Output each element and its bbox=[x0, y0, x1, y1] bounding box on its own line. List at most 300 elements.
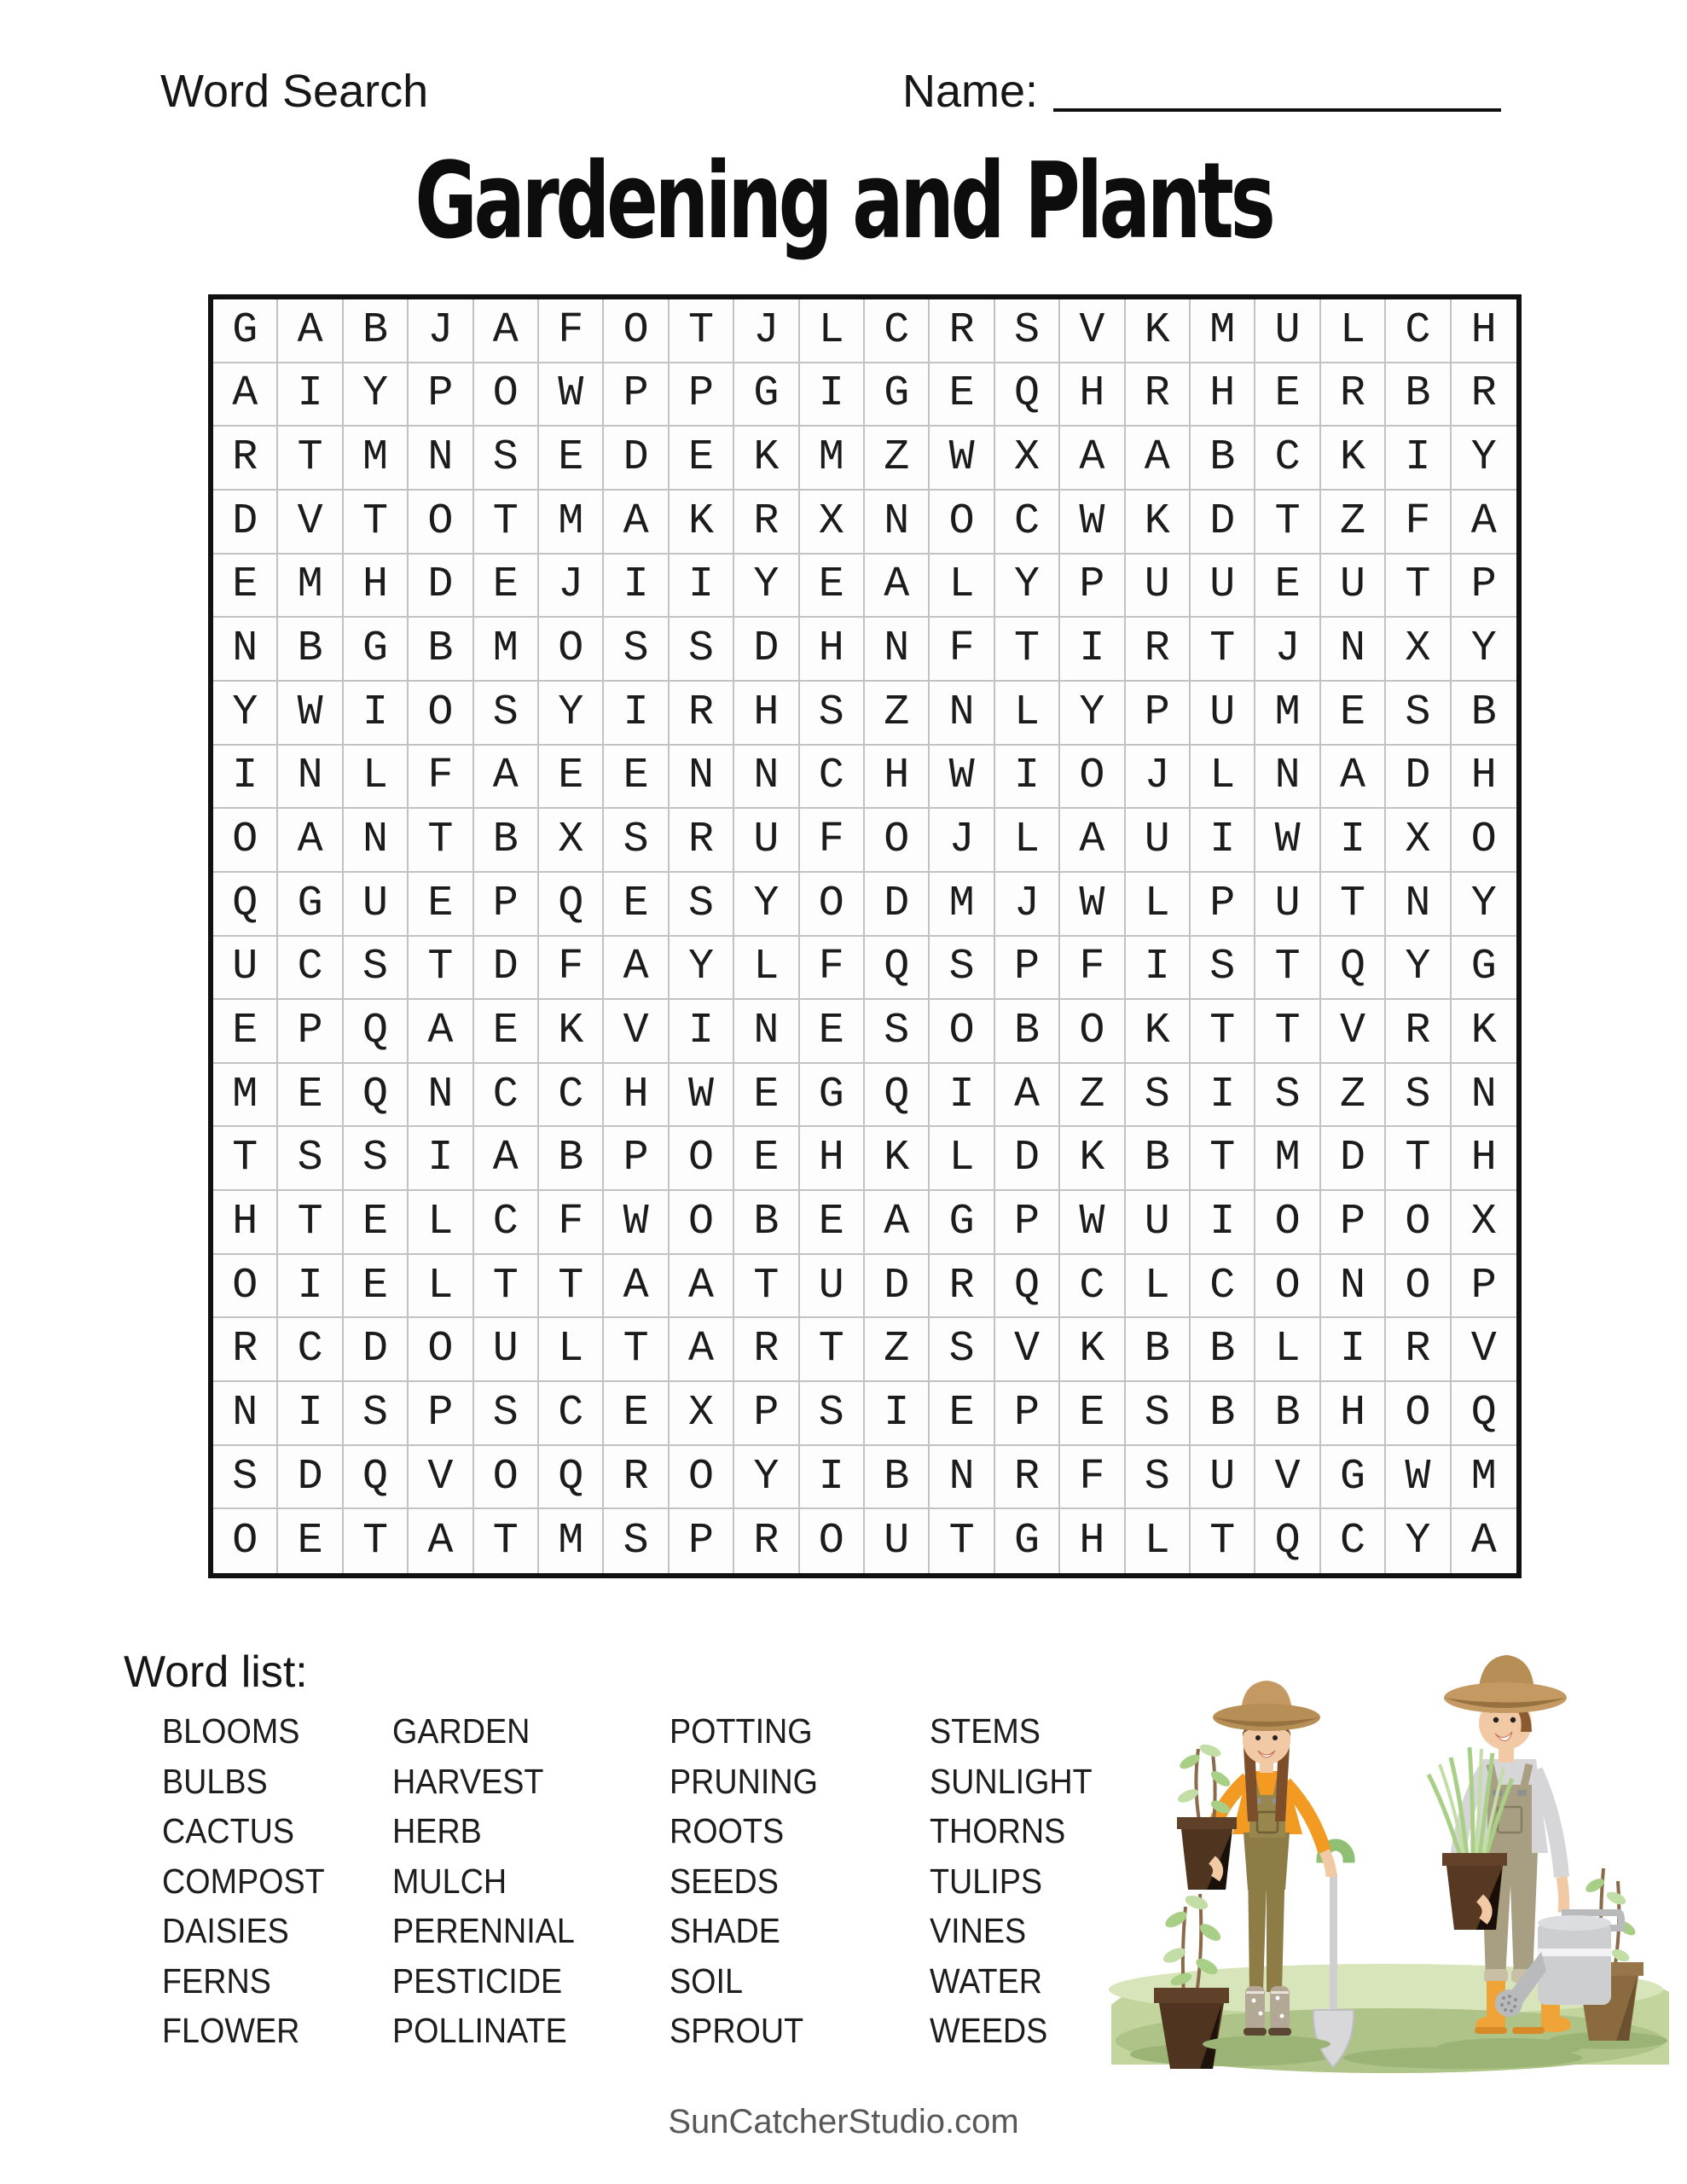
grid-cell: V bbox=[278, 491, 343, 555]
grid-cell: L bbox=[1321, 299, 1386, 363]
grid-cell: R bbox=[1386, 1318, 1451, 1382]
grid-cell: A bbox=[670, 1255, 734, 1319]
grid-cell: F bbox=[539, 299, 604, 363]
grid-cell: A bbox=[865, 555, 930, 619]
grid-cell: N bbox=[1452, 1064, 1516, 1128]
grid-cell: M bbox=[1255, 682, 1320, 746]
grid-cell: I bbox=[1060, 618, 1125, 682]
name-field bbox=[902, 67, 1501, 117]
grid-cell: N bbox=[865, 618, 930, 682]
grid-cell: S bbox=[1255, 1064, 1320, 1128]
grid-cell: X bbox=[539, 809, 604, 873]
grid-cell: P bbox=[734, 1382, 799, 1446]
grid-cell: P bbox=[604, 363, 669, 427]
grid-cell: N bbox=[734, 1000, 799, 1064]
grid-cell: F bbox=[930, 618, 994, 682]
grid-cell: G bbox=[734, 363, 799, 427]
grid-cell: D bbox=[278, 1446, 343, 1510]
grid-cell: I bbox=[800, 1446, 865, 1510]
grid-cell: E bbox=[344, 1191, 409, 1255]
grid-cell: X bbox=[1386, 618, 1451, 682]
grid-cell: I bbox=[278, 1255, 343, 1319]
grid-cell: O bbox=[1255, 1255, 1320, 1319]
grid-cell: S bbox=[344, 1127, 409, 1191]
grid-cell: N bbox=[1386, 873, 1451, 937]
grid-cell: F bbox=[1386, 491, 1451, 555]
grid-cell: L bbox=[995, 809, 1060, 873]
grid-cell: L bbox=[1191, 746, 1255, 810]
grid-cell: J bbox=[1255, 618, 1320, 682]
grid-cell: H bbox=[800, 618, 865, 682]
grid-cell: O bbox=[1060, 1000, 1125, 1064]
grid-cell: T bbox=[539, 1255, 604, 1319]
grid-cell: A bbox=[278, 299, 343, 363]
grid-cell: S bbox=[474, 1382, 539, 1446]
grid-cell: T bbox=[1255, 937, 1320, 1001]
grid-cell: T bbox=[995, 618, 1060, 682]
grid-cell: T bbox=[474, 491, 539, 555]
grid-cell: B bbox=[1255, 1382, 1320, 1446]
grid-cell: T bbox=[1386, 555, 1451, 619]
grid-cell: I bbox=[1386, 427, 1451, 491]
grid-cell: T bbox=[1255, 1000, 1320, 1064]
grid-cell: E bbox=[800, 1000, 865, 1064]
grid-cell: P bbox=[1321, 1191, 1386, 1255]
grid-cell: A bbox=[1452, 491, 1516, 555]
word-list-item: SPROUT bbox=[670, 2011, 804, 2050]
grid-cell: M bbox=[930, 873, 994, 937]
grid-cell: C bbox=[539, 1382, 604, 1446]
grid-cell: Q bbox=[344, 1446, 409, 1510]
grid-cell: U bbox=[344, 873, 409, 937]
word-list-item: CACTUS bbox=[162, 1811, 295, 1850]
grid-cell: G bbox=[278, 873, 343, 937]
grid-cell: E bbox=[800, 555, 865, 619]
grid-cell: R bbox=[734, 1509, 799, 1573]
grid-cell: B bbox=[1452, 682, 1516, 746]
grid-cell: G bbox=[1321, 1446, 1386, 1510]
grid-cell: W bbox=[930, 427, 994, 491]
grid-cell: J bbox=[734, 299, 799, 363]
woman-hat bbox=[1213, 1681, 1320, 1731]
grid-cell: N bbox=[1321, 1255, 1386, 1319]
grid-cell: R bbox=[734, 491, 799, 555]
grid-cell: H bbox=[213, 1191, 278, 1255]
grid-cell: C bbox=[995, 491, 1060, 555]
grid-cell: O bbox=[1060, 746, 1125, 810]
grid-cell: D bbox=[995, 1127, 1060, 1191]
grid-cell: J bbox=[539, 555, 604, 619]
grid-cell: C bbox=[800, 746, 865, 810]
grid-cell: S bbox=[1126, 1064, 1191, 1128]
grid-cell: E bbox=[604, 1382, 669, 1446]
grid-cell: O bbox=[930, 491, 994, 555]
grid-cell: A bbox=[670, 1318, 734, 1382]
grid-cell: D bbox=[734, 618, 799, 682]
grid-cell: R bbox=[213, 1318, 278, 1382]
grid-cell: R bbox=[995, 1446, 1060, 1510]
name-blank-line bbox=[1053, 108, 1501, 112]
grid-cell: F bbox=[800, 809, 865, 873]
grid-cell: S bbox=[1386, 682, 1451, 746]
name-label: Name: bbox=[902, 66, 1039, 117]
grid-cell: Y bbox=[670, 937, 734, 1001]
grid-cell: N bbox=[930, 682, 994, 746]
grid-cell: I bbox=[670, 555, 734, 619]
man-hat bbox=[1444, 1655, 1567, 1713]
grid-cell: A bbox=[604, 937, 669, 1001]
grid-cell: G bbox=[995, 1509, 1060, 1573]
grid-cell: C bbox=[474, 1191, 539, 1255]
grid-cell: U bbox=[1126, 1191, 1191, 1255]
grid-cell: H bbox=[1321, 1382, 1386, 1446]
grid-cell: B bbox=[1126, 1318, 1191, 1382]
grid-cell: N bbox=[213, 618, 278, 682]
word-list-item: BULBS bbox=[162, 1761, 268, 1801]
grid-cell: L bbox=[1126, 873, 1191, 937]
grid-cell: C bbox=[1191, 1255, 1255, 1319]
grid-cell: P bbox=[409, 363, 473, 427]
grid-cell: S bbox=[344, 1382, 409, 1446]
grid-cell: I bbox=[278, 363, 343, 427]
grid-cell: E bbox=[278, 1064, 343, 1128]
grid-cell: U bbox=[213, 937, 278, 1001]
grid-cell: D bbox=[1191, 491, 1255, 555]
grid-cell: I bbox=[1126, 937, 1191, 1001]
grid-cell: L bbox=[930, 555, 994, 619]
grid-cell: Y bbox=[1452, 427, 1516, 491]
grid-cell: I bbox=[213, 746, 278, 810]
grid-cell: E bbox=[1255, 555, 1320, 619]
grid-cell: I bbox=[995, 746, 1060, 810]
grid-cell: O bbox=[474, 1446, 539, 1510]
grid-cell: E bbox=[409, 873, 473, 937]
grid-cell: W bbox=[930, 746, 994, 810]
grid-cell: C bbox=[1321, 1509, 1386, 1573]
grid-cell: C bbox=[278, 1318, 343, 1382]
grid-cell: F bbox=[1060, 1446, 1125, 1510]
word-list-item: VINES bbox=[930, 1911, 1027, 1950]
grid-cell: D bbox=[474, 937, 539, 1001]
grid-cell: V bbox=[409, 1446, 473, 1510]
grid-cell: E bbox=[213, 555, 278, 619]
grid-cell: X bbox=[1452, 1191, 1516, 1255]
grid-cell: U bbox=[1321, 555, 1386, 619]
grid-cell: S bbox=[670, 873, 734, 937]
grid-cell: X bbox=[670, 1382, 734, 1446]
grid-cell: O bbox=[670, 1446, 734, 1510]
grid-cell: B bbox=[1191, 427, 1255, 491]
grid-cell: H bbox=[604, 1064, 669, 1128]
grid-cell: S bbox=[930, 1318, 994, 1382]
grid-cell: T bbox=[1386, 1127, 1451, 1191]
grid-cell: A bbox=[604, 1255, 669, 1319]
grid-cell: A bbox=[474, 299, 539, 363]
grid-cell: D bbox=[213, 491, 278, 555]
grid-cell: K bbox=[670, 491, 734, 555]
grid-cell: A bbox=[995, 1064, 1060, 1128]
grid-cell: Y bbox=[1452, 873, 1516, 937]
grid-cell: D bbox=[344, 1318, 409, 1382]
grid-cell: A bbox=[1321, 746, 1386, 810]
grid-cell: N bbox=[930, 1446, 994, 1510]
grid-cell: H bbox=[1452, 299, 1516, 363]
grid-cell: J bbox=[995, 873, 1060, 937]
grid-cell: V bbox=[1060, 299, 1125, 363]
grid-cell: O bbox=[213, 809, 278, 873]
grid-cell: O bbox=[213, 1509, 278, 1573]
grid-cell: E bbox=[213, 1000, 278, 1064]
grid-cell: M bbox=[474, 618, 539, 682]
grid-cell: O bbox=[800, 1509, 865, 1573]
grid-cell: E bbox=[1321, 682, 1386, 746]
grid-cell: W bbox=[604, 1191, 669, 1255]
grid-cell: Z bbox=[865, 427, 930, 491]
grid-cell: I bbox=[1191, 1191, 1255, 1255]
grid-cell: R bbox=[930, 299, 994, 363]
grid-cell: U bbox=[1191, 682, 1255, 746]
grid-cell: N bbox=[278, 746, 343, 810]
word-list-column bbox=[670, 1711, 930, 2061]
grid-cell: M bbox=[539, 1509, 604, 1573]
grid-cell: R bbox=[1452, 363, 1516, 427]
grid-cell: P bbox=[474, 873, 539, 937]
grid-cell: S bbox=[930, 937, 994, 1001]
grid-cell: P bbox=[995, 1382, 1060, 1446]
grid-cell: P bbox=[604, 1127, 669, 1191]
word-list-item: TULIPS bbox=[930, 1861, 1043, 1901]
grid-cell: L bbox=[1255, 1318, 1320, 1382]
grid-cell: Y bbox=[344, 363, 409, 427]
grid-cell: K bbox=[865, 1127, 930, 1191]
grid-cell: T bbox=[278, 1191, 343, 1255]
grid-cell: F bbox=[539, 1191, 604, 1255]
grid-cell: Q bbox=[995, 363, 1060, 427]
footer-site: SunCatcherStudio.com bbox=[668, 2103, 1019, 2140]
grid-cell: B bbox=[539, 1127, 604, 1191]
grid-cell: R bbox=[670, 809, 734, 873]
grid-cell: O bbox=[539, 618, 604, 682]
grid-cell: S bbox=[474, 427, 539, 491]
grid-cell: U bbox=[1191, 1446, 1255, 1510]
word-list-item: FERNS bbox=[162, 1960, 271, 2001]
grid-cell: U bbox=[1255, 299, 1320, 363]
grid-cell: C bbox=[1255, 427, 1320, 491]
grid-cell: M bbox=[344, 427, 409, 491]
word-list-item: PRUNING bbox=[670, 1761, 818, 1801]
word-list-item: FLOWER bbox=[162, 2011, 300, 2050]
grid-cell: B bbox=[344, 299, 409, 363]
grid-cell: O bbox=[409, 682, 473, 746]
word-list-item: DAISIES bbox=[162, 1911, 289, 1950]
grid-cell: W bbox=[539, 363, 604, 427]
grid-cell: U bbox=[474, 1318, 539, 1382]
word-list-item: SEEDS bbox=[670, 1861, 779, 1901]
grid-cell: H bbox=[1452, 1127, 1516, 1191]
grid-cell: P bbox=[670, 363, 734, 427]
grid-cell: D bbox=[409, 555, 473, 619]
grid-cell: P bbox=[1060, 555, 1125, 619]
grid-cell: H bbox=[734, 682, 799, 746]
grid-cell: E bbox=[1060, 1382, 1125, 1446]
grid-cell: E bbox=[604, 746, 669, 810]
grid-cell: L bbox=[995, 682, 1060, 746]
grid-cell: B bbox=[278, 618, 343, 682]
grid-cell: W bbox=[1060, 873, 1125, 937]
grid-cell: U bbox=[1126, 809, 1191, 873]
grid-cell: T bbox=[474, 1255, 539, 1319]
grid-cell: I bbox=[604, 682, 669, 746]
grid-cell: I bbox=[1191, 809, 1255, 873]
grid-cell: J bbox=[930, 809, 994, 873]
word-list-item: THORNS bbox=[930, 1811, 1066, 1850]
grid-cell: C bbox=[1060, 1255, 1125, 1319]
grid-cell: S bbox=[995, 299, 1060, 363]
grid-cell: A bbox=[409, 1509, 473, 1573]
grid-cell: Q bbox=[213, 873, 278, 937]
grid-cell: G bbox=[344, 618, 409, 682]
grid-cell: Y bbox=[734, 555, 799, 619]
grid-cell: E bbox=[604, 873, 669, 937]
grid-cell: K bbox=[1321, 427, 1386, 491]
grid-cell: H bbox=[1452, 746, 1516, 810]
grid-cell: A bbox=[1060, 809, 1125, 873]
grid-cell: S bbox=[604, 1509, 669, 1573]
grid-cell: A bbox=[1452, 1509, 1516, 1573]
grid-cell: L bbox=[1126, 1509, 1191, 1573]
grid-cell: W bbox=[278, 682, 343, 746]
grid-cell: T bbox=[1191, 1000, 1255, 1064]
grid-cell: T bbox=[278, 427, 343, 491]
word-list-item: ROOTS bbox=[670, 1811, 785, 1850]
grid-cell: I bbox=[1191, 1064, 1255, 1128]
grid-cell: I bbox=[409, 1127, 473, 1191]
grid-cell: V bbox=[1452, 1318, 1516, 1382]
grid-cell: E bbox=[474, 555, 539, 619]
grid-cell: F bbox=[409, 746, 473, 810]
word-list-item: SUNLIGHT bbox=[930, 1761, 1093, 1801]
grid-cell: L bbox=[800, 299, 865, 363]
letter-grid bbox=[208, 294, 1522, 1578]
grid-cell: Q bbox=[344, 1000, 409, 1064]
grid-cell: R bbox=[1386, 1000, 1451, 1064]
grid-cell: T bbox=[474, 1509, 539, 1573]
grid-cell: H bbox=[800, 1127, 865, 1191]
grid-cell: B bbox=[1191, 1382, 1255, 1446]
grid-cell: O bbox=[670, 1127, 734, 1191]
grid-cell: Z bbox=[865, 682, 930, 746]
grid-cell: G bbox=[865, 363, 930, 427]
word-list-item: COMPOST bbox=[162, 1861, 325, 1901]
grid-cell: S bbox=[344, 937, 409, 1001]
grid-cell: B bbox=[409, 618, 473, 682]
grid-cell: G bbox=[1452, 937, 1516, 1001]
grid-cell: Y bbox=[1060, 682, 1125, 746]
word-list-item: POTTING bbox=[670, 1711, 813, 1751]
grid-cell: S bbox=[1126, 1446, 1191, 1510]
word-list-item: WATER bbox=[930, 1960, 1043, 2001]
grid-cell: Z bbox=[1321, 491, 1386, 555]
grid-cell: S bbox=[800, 682, 865, 746]
grid-cell: H bbox=[1191, 363, 1255, 427]
grid-cell: O bbox=[670, 1191, 734, 1255]
grid-cell: K bbox=[539, 1000, 604, 1064]
grid-cell: E bbox=[734, 1064, 799, 1128]
grid-cell: O bbox=[1386, 1382, 1451, 1446]
word-list-item: POLLINATE bbox=[392, 2011, 567, 2050]
grid-cell: S bbox=[604, 618, 669, 682]
grid-cell: O bbox=[1386, 1191, 1451, 1255]
grid-cell: G bbox=[213, 299, 278, 363]
grid-cell: O bbox=[409, 1318, 473, 1382]
grid-cell: B bbox=[1126, 1127, 1191, 1191]
grid-cell: D bbox=[1386, 746, 1451, 810]
grid-cell: K bbox=[1060, 1127, 1125, 1191]
word-list-label: Word list: bbox=[124, 1647, 308, 1697]
grid-cell: N bbox=[734, 746, 799, 810]
grid-cell: Q bbox=[865, 1064, 930, 1128]
word-list-item: WEEDS bbox=[930, 2011, 1048, 2050]
grid-cell: F bbox=[539, 937, 604, 1001]
grid-cell: O bbox=[474, 363, 539, 427]
grid-cell: Y bbox=[1386, 1509, 1451, 1573]
grid-cell: A bbox=[604, 491, 669, 555]
grid-cell: U bbox=[1255, 873, 1320, 937]
grid-cell: K bbox=[1126, 299, 1191, 363]
grid-cell: K bbox=[1126, 491, 1191, 555]
grid-cell: P bbox=[670, 1509, 734, 1573]
grid-cell: T bbox=[670, 299, 734, 363]
grid-cell: R bbox=[1126, 363, 1191, 427]
grid-cell: H bbox=[865, 746, 930, 810]
gardeners-illustration bbox=[1104, 1604, 1676, 2073]
grid-cell: A bbox=[474, 746, 539, 810]
grid-cell: W bbox=[1060, 491, 1125, 555]
grid-cell: A bbox=[474, 1127, 539, 1191]
word-list-item: MULCH bbox=[392, 1861, 507, 1901]
grid-cell: G bbox=[930, 1191, 994, 1255]
grid-cell: T bbox=[213, 1127, 278, 1191]
grid-cell: T bbox=[409, 937, 473, 1001]
grid-cell: Y bbox=[1452, 618, 1516, 682]
grid-cell: S bbox=[865, 1000, 930, 1064]
grid-cell: N bbox=[1255, 746, 1320, 810]
grid-cell: W bbox=[1255, 809, 1320, 873]
grid-cell: N bbox=[1321, 618, 1386, 682]
grid-cell: N bbox=[670, 746, 734, 810]
grid-cell: W bbox=[1060, 1191, 1125, 1255]
grid-cell: S bbox=[604, 809, 669, 873]
grid-cell: G bbox=[800, 1064, 865, 1128]
grid-cell: I bbox=[278, 1382, 343, 1446]
grid-cell: E bbox=[930, 1382, 994, 1446]
grid-cell: T bbox=[344, 1509, 409, 1573]
grid-cell: T bbox=[1191, 618, 1255, 682]
word-list-column bbox=[392, 1711, 670, 2061]
grid-cell: M bbox=[539, 491, 604, 555]
grid-cell: A bbox=[409, 1000, 473, 1064]
grid-cell: N bbox=[344, 809, 409, 873]
grid-cell: N bbox=[409, 427, 473, 491]
grid-cell: T bbox=[930, 1509, 994, 1573]
grid-cell: F bbox=[1060, 937, 1125, 1001]
grid-cell: I bbox=[930, 1064, 994, 1128]
grid-cell: T bbox=[1191, 1127, 1255, 1191]
grid-cell: I bbox=[1321, 1318, 1386, 1382]
grid-cell: P bbox=[278, 1000, 343, 1064]
word-list-item: GARDEN bbox=[392, 1711, 530, 1751]
grid-cell: S bbox=[213, 1446, 278, 1510]
